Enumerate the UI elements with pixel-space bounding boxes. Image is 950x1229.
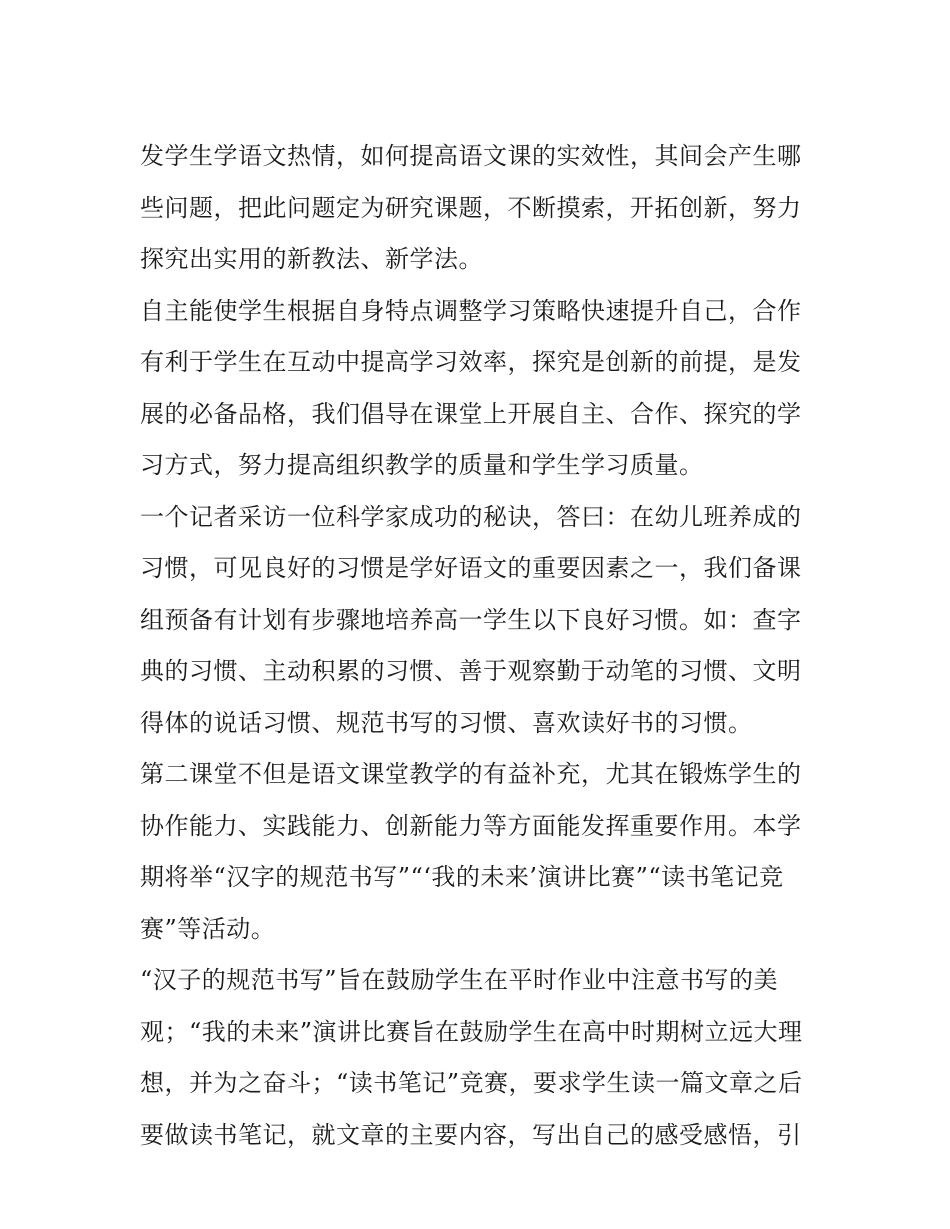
text-line: 习方式，努力提高组织教学的质量和学生学习质量。 [140, 451, 704, 479]
text-line: 观；“我的未来”演讲比赛旨在鼓励学生在高中时期树立远大理 [140, 1017, 803, 1046]
paragraph-2 [140, 286, 820, 492]
text-line: 探究出实用的新教法、新学法。 [140, 245, 483, 273]
text-line: 期将举“汉字的规范书写”“‘我的未来’演讲比赛”“读书笔记竞 [140, 863, 784, 891]
text-line: “汉子的规范书写”旨在鼓励学生在平时作业中注意书写的美 [140, 966, 779, 994]
text-line: 想，并为之奋斗；“读书笔记”竞赛，要求学生读一篇文章之后 [140, 1069, 803, 1097]
text-line: 自主能使学生根据自身特点调整学习策略快速提升自己，合作 [140, 296, 802, 325]
text-line: 习惯，可见良好的习惯是学好语文的重要因素之一，我们备课 [140, 554, 802, 582]
text-line: 典的习惯、主动积累的习惯、善于观察勤于动笔的习惯、文明 [140, 657, 802, 685]
text-line: 些问题，把此问题定为研究课题，不断摸索，开拓创新，努力 [140, 193, 802, 222]
text-line: 组预备有计划有步骤地培养高一学生以下良好习惯。如：查字 [140, 605, 802, 634]
text-line: 第二课堂不但是语文课堂教学的有益补充，尤其在锻炼学生的 [140, 760, 802, 788]
document-page [140, 131, 820, 1161]
text-line: 发学生学语文热情，如何提高语文课的实效性，其间会产生哪 [140, 142, 802, 170]
text-line: 协作能力、实践能力、创新能力等方面能发挥重要作用。本学 [140, 811, 802, 840]
paragraph-1 [140, 131, 820, 286]
text-line: 一个记者采访一位科学家成功的秘诀，答曰：在幼儿班养成的 [140, 502, 802, 531]
paragraph-4 [140, 749, 820, 955]
text-line: 展的必备品格，我们倡导在课堂上开展自主、合作、探究的学 [140, 399, 802, 428]
text-line: 赛”等活动。 [140, 914, 276, 943]
text-line: 有利于学生在互动中提高学习效率，探究是创新的前提，是发 [140, 348, 802, 376]
paragraph-5 [140, 955, 820, 1161]
paragraph-3 [140, 492, 820, 750]
text-line: 要做读书笔记，就文章的主要内容，写出自己的感受感悟，引 [140, 1120, 802, 1149]
text-line: 得体的说话习惯、规范书写的习惯、喜欢读好书的习惯。 [140, 708, 753, 737]
